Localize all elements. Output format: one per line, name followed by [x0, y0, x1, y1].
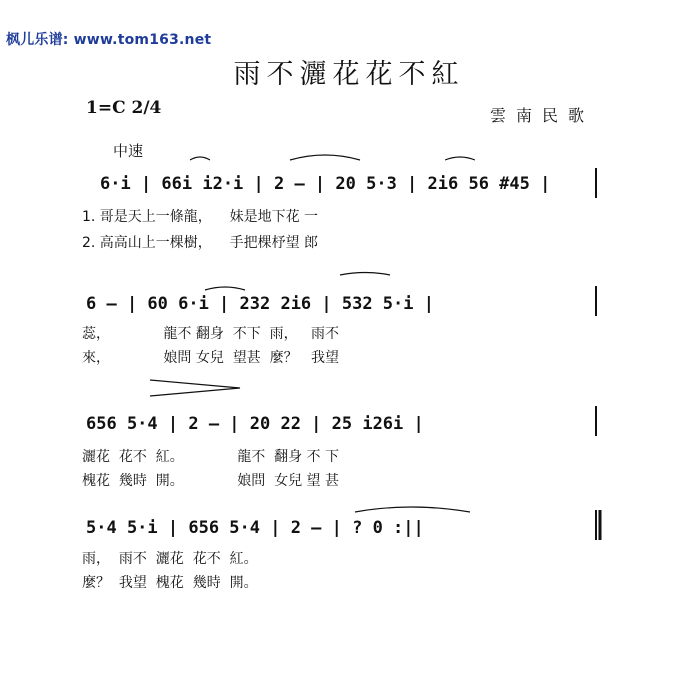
slur-mark: [290, 155, 360, 160]
score-title: 雨不灑花花不紅: [233, 59, 465, 90]
key-signature: 1=C 2/4: [86, 98, 162, 118]
notation-line-3: 656 5·4 | 2 — | 20 22 | 25 i26i |: [86, 414, 424, 434]
lyric-verse-1: 1. 哥是天上一條龍， 妹是地下花 一: [82, 209, 319, 225]
lyric-verse-1: 雨， 雨不 灑花 花不 紅。: [82, 551, 258, 567]
notation-line-1: 6·i | 66i i2·i | 2 — | 20 5·3 | 2i6 56 #45 |: [100, 174, 551, 194]
notation-line-2: 6 — | 60 6·i | 232 2i6 | 532 5·i |: [86, 294, 434, 314]
song-source: 雲南民歌: [490, 106, 595, 125]
lyric-verse-2: 2. 高高山上一棵樹， 手把棵杼望 郎: [82, 235, 319, 251]
lyric-verse-1: 灑花 花不 紅。 龍不 翻身 不 下: [82, 449, 340, 465]
slur-mark: [205, 287, 245, 290]
crescendo-wedge: [150, 380, 240, 396]
slur-mark: [355, 507, 470, 512]
slur-mark: [445, 157, 475, 160]
lyric-verse-1: 蕊， 龍不 翻身 不下 雨， 雨不: [82, 326, 340, 342]
slur-mark: [340, 273, 390, 276]
lyric-verse-2: 槐花 幾時 開。 娘問 女兒 望 甚: [82, 473, 340, 489]
notation-line-4: 5·4 5·i | 656 5·4 | 2 — | ? 0 :||: [86, 518, 424, 538]
lyric-verse-2: 麼？ 我望 槐花 幾時 開。: [82, 575, 258, 591]
slur-mark: [190, 157, 210, 160]
lyric-verse-2: 來， 娘問 女兒 望甚 麼？ 我望: [82, 350, 340, 366]
tempo-marking: 中速: [113, 142, 144, 160]
watermark: 枫儿乐谱: www.tom163.net: [6, 32, 212, 48]
